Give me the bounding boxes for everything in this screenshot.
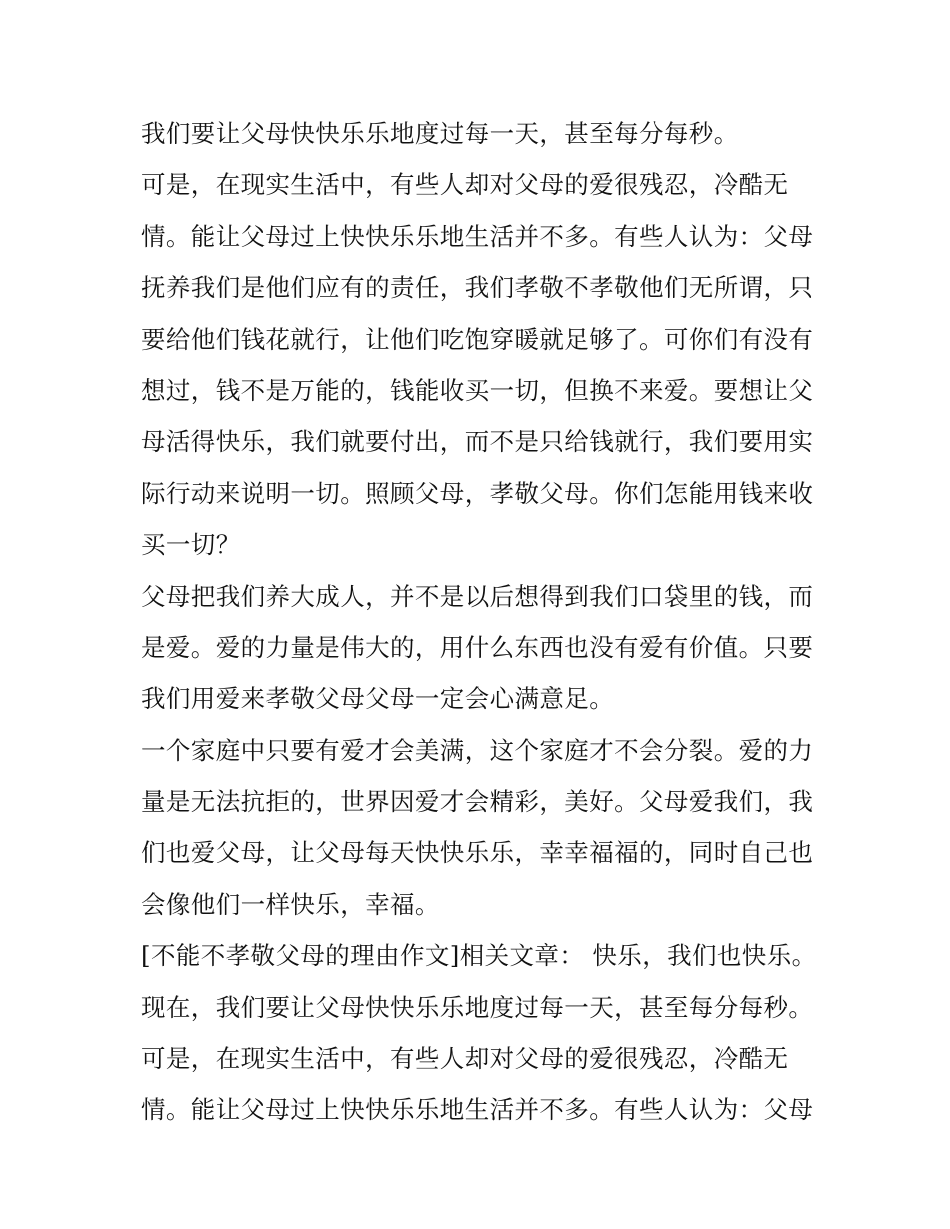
text-line-19: 可是，在现实生活中，有些人却对父母的爱很残忍，冷酷无 bbox=[141, 1044, 789, 1074]
text-line-14: 量是无法抗拒的，世界因爱才会精彩，美好。父母爱我们，我 bbox=[141, 787, 814, 817]
text-line-18: 现在，我们要让父母快快乐乐地度过每一天，甚至每分每秒。 bbox=[141, 992, 814, 1022]
text-line-11: 是爱。爱的力量是伟大的，用什么东西也没有爱有价值。只要 bbox=[141, 632, 814, 662]
text-line-9: 买一切？ bbox=[141, 530, 241, 560]
text-line-15: 们也爱父母，让父母每天快快乐乐，幸幸福福的，同时自己也 bbox=[141, 838, 814, 868]
text-line-2: 可是，在现实生活中，有些人却对父母的爱很残忍，冷酷无 bbox=[141, 170, 789, 200]
text-line-5: 要给他们钱花就行，让他们吃饱穿暖就足够了。可你们有没有 bbox=[141, 324, 814, 354]
text-line-20: 情。能让父母过上快快乐乐地生活并不多。有些人认为：父母 bbox=[141, 1095, 814, 1125]
text-line-1: 我们要让父母快快乐乐地度过每一天，甚至每分每秒。 bbox=[141, 119, 739, 148]
text-line-12: 我们用爱来孝敬父母父母一定会心满意足。 bbox=[141, 684, 615, 714]
text-line-10: 父母把我们养大成人，并不是以后想得到我们口袋里的钱，而 bbox=[141, 581, 814, 611]
text-line-13: 一个家庭中只要有爱才会美满，这个家庭才不会分裂。爱的力 bbox=[141, 735, 814, 765]
body-text bbox=[141, 108, 821, 1136]
text-line-4: 抚养我们是他们应有的责任，我们孝敬不孝敬他们无所谓，只 bbox=[141, 273, 814, 303]
text-line-3: 情。能让父母过上快快乐乐地生活并不多。有些人认为：父母 bbox=[141, 221, 814, 251]
text-line-17: [不能不孝敬父母的理由作文]相关文章： 快乐，我们也快乐。 bbox=[141, 941, 817, 971]
text-line-8: 际行动来说明一切。照顾父母，孝敬父母。你们怎能用钱来收 bbox=[141, 478, 814, 508]
text-line-7: 母活得快乐，我们就要付出，而不是只给钱就行，我们要用实 bbox=[141, 427, 814, 457]
text-line-6: 想过，钱不是万能的，钱能收买一切，但换不来爱。要想让父 bbox=[141, 375, 814, 405]
text-line-16: 会像他们一样快乐，幸福。 bbox=[141, 889, 440, 919]
